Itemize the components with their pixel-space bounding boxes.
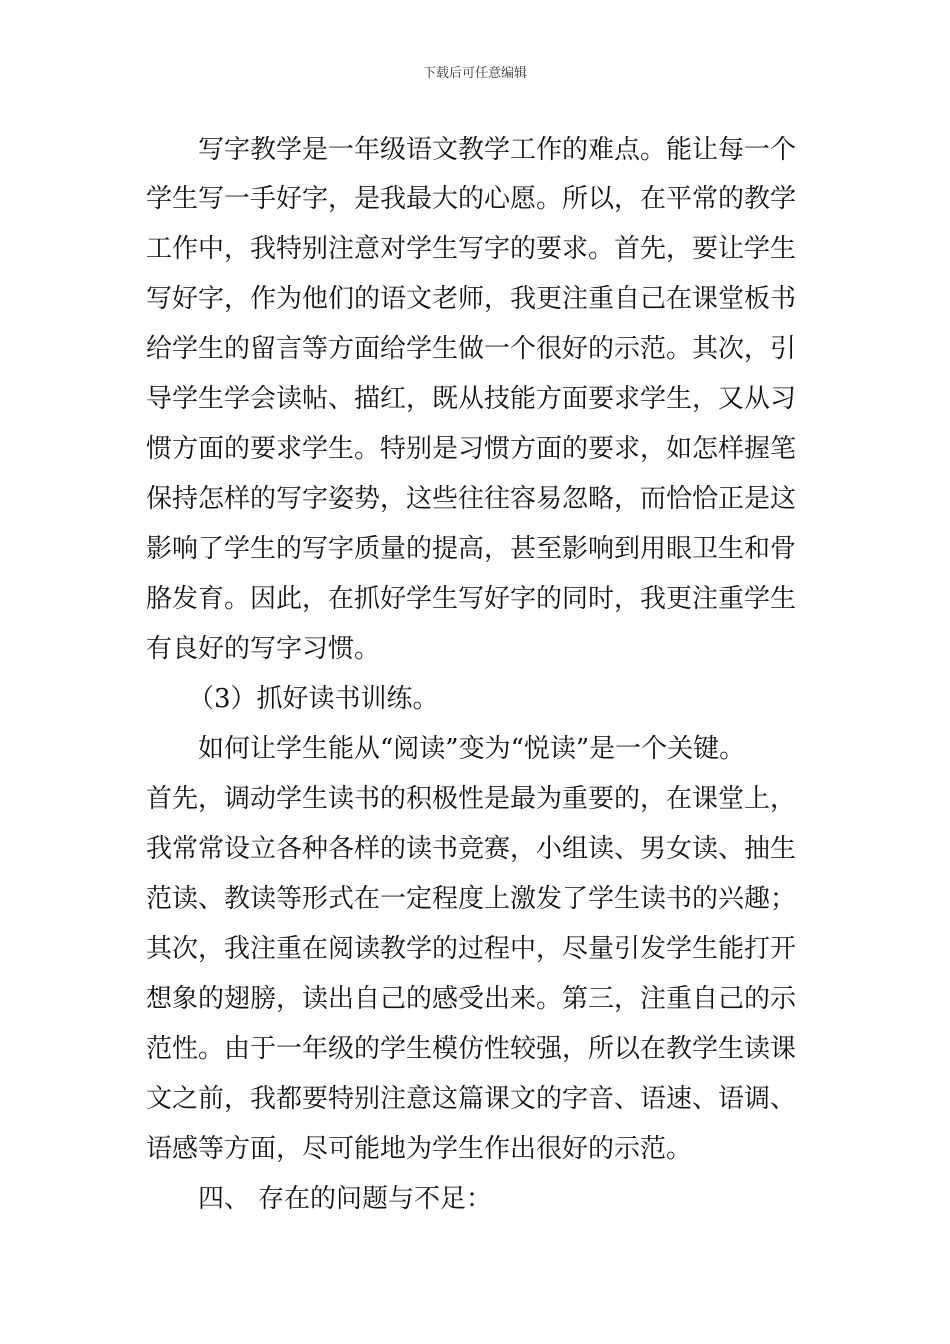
section-number: 四、 [198, 1184, 251, 1214]
section-title: 存在的问题与不足： [258, 1184, 493, 1214]
paragraph-line: 惯方面的要求学生。特别是习惯方面的要求，如怎样握笔 [146, 434, 797, 464]
paragraph-line: 文之前，我都要特别注意这篇课文的字音、语速、语调、 [146, 1084, 797, 1114]
paragraph-line: 导学生学会读帖、描红，既从技能方面要求学生，又从习 [146, 384, 797, 414]
paragraph-line: 学生写一手好字，是我最大的心愿。所以，在平常的教学 [146, 184, 797, 214]
paragraph-line: 给学生的留言等方面给学生做一个很好的示范。其次，引 [146, 334, 797, 364]
paragraph-line: 保持怎样的写字姿势，这些往往容易忽略，而恰恰正是这 [146, 484, 797, 514]
paragraph-line: 工作中，我特别注意对学生写字的要求。首先，要让学生 [146, 234, 797, 264]
paragraph-line: 首先，调动学生读书的积极性是最为重要的，在课堂上， [146, 784, 797, 814]
paragraph-line: 语感等方面，尽可能地为学生作出很好的示范。 [146, 1134, 693, 1164]
paragraph-line: 范读、教读等形式在一定程度上激发了学生读书的兴趣； [146, 884, 797, 914]
subsection-heading: （3）抓好读书训练。 [188, 684, 439, 714]
paragraph-line: 有良好的写字习惯。 [146, 634, 381, 664]
paragraph-line: 想象的翅膀，读出自己的感受出来。第三，注重自己的示 [146, 984, 797, 1014]
paragraph-line: 写字教学是一年级语文教学工作的难点。能让每一个 [198, 135, 797, 165]
paragraph-line: 胳发育。因此，在抓好学生写好字的同时，我更注重学生 [146, 584, 797, 614]
paragraph-line: 写好字，作为他们的语文老师，我更注重自己在课堂板书 [146, 284, 797, 314]
paragraph-line: 其次，我注重在阅读教学的过程中，尽量引发学生能打开 [146, 934, 797, 964]
paragraph-line: 影响了学生的写字质量的提高，甚至影响到用眼卫生和骨 [146, 534, 797, 564]
paragraph-line: 范性。由于一年级的学生模仿性较强，所以在教学生读课 [146, 1034, 797, 1064]
paragraph-line: 我常常设立各种各样的读书竞赛，小组读、男女读、抽生 [146, 834, 797, 864]
paragraph-line: 如何让学生能从“阅读”变为“悦读”是一个关键。 [198, 734, 746, 764]
page-header: 下载后可任意编辑 [422, 66, 527, 81]
